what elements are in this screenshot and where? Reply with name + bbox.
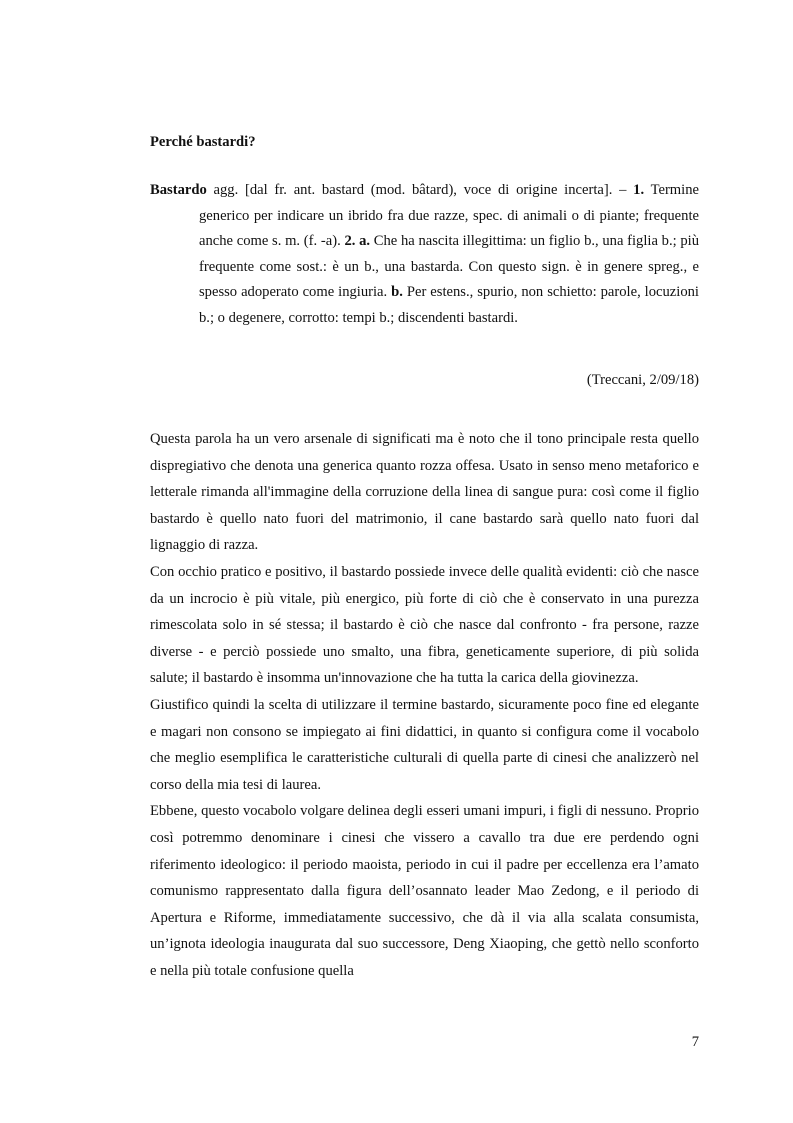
- definition-text-1: agg. [dal fr. ant. bastard (mod. bâtard), voce di origine incerta]. –: [206, 182, 634, 198]
- definition-sense-2b: b.: [391, 284, 403, 301]
- citation: (Treccani, 2/09/18): [586, 372, 699, 388]
- paragraph: Questa parola ha un vero arsenale di significati ma è noto che il tono principale resta quello dispregiativo che denota una generica quanto rozza offesa. Usato in senso meno metaforico e letterale rimanda all'immagine della corruzione della linea di sangue pura: così come il figlio bastardo è quello nato fuori del matrimonio, il cane bastardo sarà quello nato fuori dal lignaggio di razza.: [150, 431, 699, 554]
- paragraph: Con occhio pratico e positivo, il bastardo possiede invece delle qualità evidenti: ciò che nasce da un incrocio è più vitale, più energico, più forte di ciò che è conservato in una purezza rimescolata solo in sé stessa; il bastardo è ciò che nasce dal confronto - fra persone, razze diverse - e perciò possiede uno smalto, una fibra, geneticamente superiore, di più solida salute; il bastardo è insomma un'innovazione che ha tutta la carica della giovinezza.: [150, 563, 699, 687]
- paragraph: Giustifico quindi la scelta di utilizzare il termine bastardo, sicuramente poco fine ed elegante e magari non consono se impiegato ai fini didattici, in quanto si configura come il vocabolo che meglio esemplifica le caratteristiche culturali di quella parte di cinesi che analizzerò nel corso della mia tesi di laurea.: [150, 696, 699, 793]
- definition-headword: Bastardo: [150, 182, 207, 198]
- definition-sense-2a: 2. a.: [344, 233, 371, 250]
- body-text: [150, 426, 699, 984]
- paragraph: Ebbene, questo vocabolo volgare delinea degli esseri umani impuri, i figli di nessuno. Proprio così potremmo denominare i cinesi che vissero a cavallo tra due ere perdendo ogni riferimento ideologico: il periodo maoista, periodo in cui il padre per eccellenza era l’amato comunismo rappresentato dalla figura dell’osannato leader Mao Zedong, e il periodo di Apertura e Riforme, immediatamente successivo, che dà il via alla scalata consumista, un’ignota ideologia inaugurata dal suo successore, Deng Xiaoping, che gettò nello sconforto e nella più totale confusione quella: [150, 803, 699, 979]
- dictionary-definition: [150, 178, 699, 332]
- definition-text-3: Che ha nascita illegittima: un figlio b., una figlia b.; più frequente come sost.: è un b., una bastarda. Con questo sign. è in genere spreg., e spesso adoperato come ingiuria.: [199, 233, 700, 301]
- section-title: Perché bastardi?: [150, 134, 256, 150]
- definition-text-2: Termine generico per indicare un ibrido fra due razze, spec. di animali o di piante; frequente anche come s. m. (f. -a).: [199, 182, 699, 250]
- definition-sense-1: 1.: [633, 182, 645, 198]
- page-number: 7: [691, 1034, 699, 1050]
- definition-text-4: Per estens., spurio, non schietto: parole, locuzioni b.; o degenere, corrotto: tempi b.; discendenti bastardi.: [199, 284, 699, 326]
